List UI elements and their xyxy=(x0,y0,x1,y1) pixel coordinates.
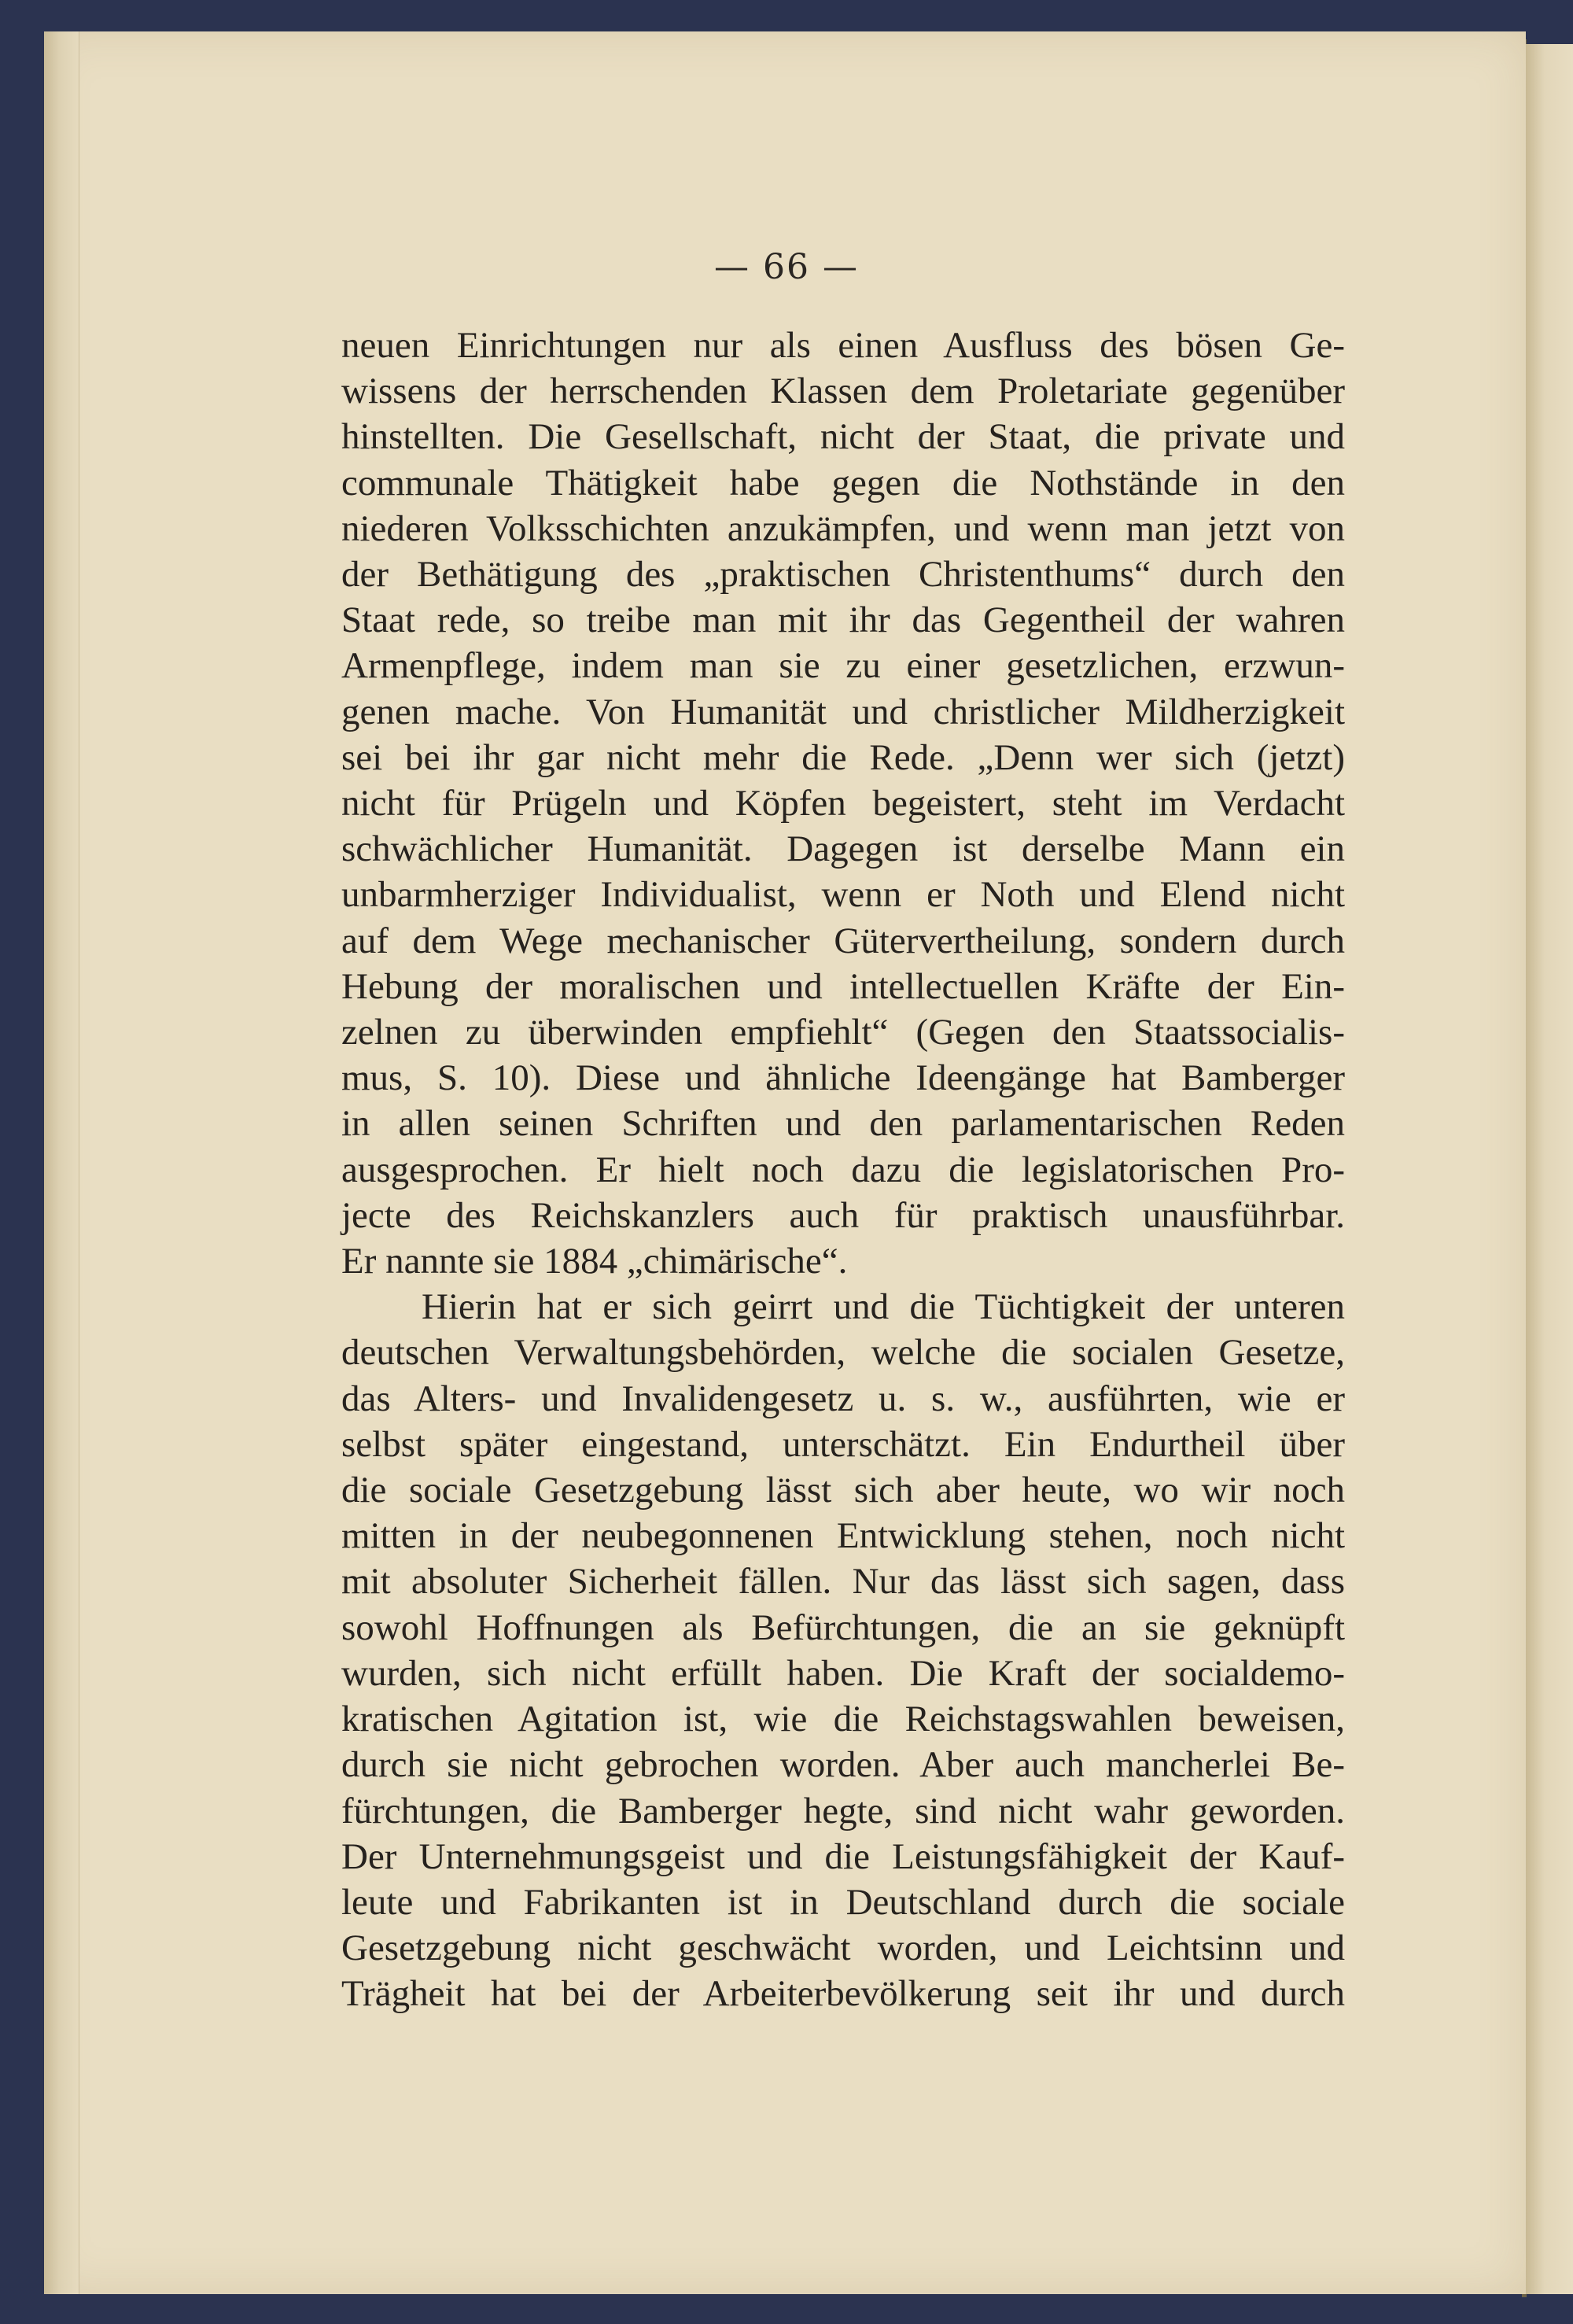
text-line: das Alters- und Invalidengesetz u. s. w., ausführten, wie er xyxy=(341,1378,1345,1419)
text-line: kratischen Agitation ist, wie die Reichstagswahlen beweisen, xyxy=(341,1699,1345,1740)
text-line: die sociale Gesetzgebung lässt sich aber heute, wo wir noch xyxy=(341,1470,1345,1511)
text-line: mus, S. 10). Diese und ähnliche Ideengänge hat Bamberger xyxy=(341,1057,1345,1099)
text-line: Der Unternehmungsgeist und die Leistungsfähigkeit der Kauf- xyxy=(341,1835,1345,1877)
text-line: unbarmherziger Individualist, wenn er Noth und Elend nicht xyxy=(341,874,1345,916)
text-line: leute und Fabrikanten ist in Deutschland durch die sociale xyxy=(341,1881,1345,1923)
text-line: fürchtungen, die Bamberger hegte, sind nicht wahr geworden. xyxy=(341,1790,1345,1832)
text-line: Hierin hat er sich geirrt und die Tüchtigkeit der unteren xyxy=(422,1286,1345,1328)
text-line: ausgesprochen. Er hielt noch dazu die legislatorischen Pro- xyxy=(341,1149,1345,1190)
text-line: neuen Einrichtungen nur als einen Ausfluss des bösen Ge- xyxy=(341,325,1345,366)
text-line: zelnen zu überwinden empfiehlt“ (Gegen den Staatssocialis- xyxy=(341,1012,1345,1053)
page-binding-shadow xyxy=(44,31,79,2294)
text-line: Gesetzgebung nicht geschwächt worden, und Leichtsinn und xyxy=(341,1927,1345,1969)
text-line: communale Thätigkeit habe gegen die Nothstände in den xyxy=(341,462,1345,504)
text-line: der Bethätigung des „praktischen Christenthums“ durch den xyxy=(341,554,1345,596)
text-line: schwächlicher Humanität. Dagegen ist derselbe Mann ein xyxy=(341,828,1345,870)
text-line: Hebung der moralischen und intellectuellen Kräfte der Ein- xyxy=(341,965,1345,1007)
text-line: in allen seinen Schriften und den parlamentarischen Reden xyxy=(341,1103,1345,1145)
paragraph-1 xyxy=(341,323,1345,1284)
text-line: sei bei ihr gar nicht mehr die Rede. „Denn wer sich (jetzt) xyxy=(341,736,1345,778)
page-number: — 66 — xyxy=(714,247,859,287)
text-line: nicht für Prügeln und Köpfen begeistert, steht im Verdacht xyxy=(341,783,1345,824)
text-line: jecte des Reichskanzlers auch für praktisch unausführbar. xyxy=(341,1194,1345,1236)
facing-page-strip xyxy=(1526,44,1573,2294)
body-text xyxy=(341,323,1345,2017)
text-line: sowohl Hoffnungen als Befürchtungen, die an sie geknüpft xyxy=(341,1607,1345,1648)
text-line: Staat rede, so treibe man mit ihr das Gegentheil der wahren xyxy=(341,599,1345,641)
text-line: Trägheit hat bei der Arbeiterbevölkerung seit ihr und durch xyxy=(341,1973,1345,2015)
text-line: hinstellten. Die Gesellschaft, nicht der Staat, die private und xyxy=(341,416,1345,458)
text-line: genen mache. Von Humanität und christlicher Mildherzigkeit xyxy=(341,691,1345,732)
paragraph-2 xyxy=(341,1284,1345,2016)
text-line: niederen Volksschichten anzukämpfen, und wenn man jetzt von xyxy=(341,507,1345,549)
text-line: mitten in der neubegonnenen Entwicklung stehen, noch nicht xyxy=(341,1515,1345,1557)
text-line: durch sie nicht gebrochen worden. Aber auch mancherlei Be- xyxy=(341,1744,1345,1786)
text-line: mit absoluter Sicherheit fällen. Nur das lässt sich sagen, dass xyxy=(341,1561,1345,1603)
text-line: auf dem Wege mechanischer Gütervertheilung, sondern durch xyxy=(341,920,1345,961)
text-line: wissens der herrschenden Klassen dem Proletariate gegenüber xyxy=(341,371,1345,412)
text-line: Er nannte sie 1884 „chimärische“. xyxy=(341,1241,848,1282)
text-line: Armenpflege, indem man sie zu einer gesetzlichen, erzwun- xyxy=(341,645,1345,687)
text-line: wurden, sich nicht erfüllt haben. Die Kraft der socialdemo- xyxy=(341,1652,1345,1694)
text-line: deutschen Verwaltungsbehörden, welche die socialen Gesetze, xyxy=(341,1332,1345,1374)
text-line: selbst später eingestand, unterschätzt. Ein Endurtheil über xyxy=(341,1423,1345,1465)
